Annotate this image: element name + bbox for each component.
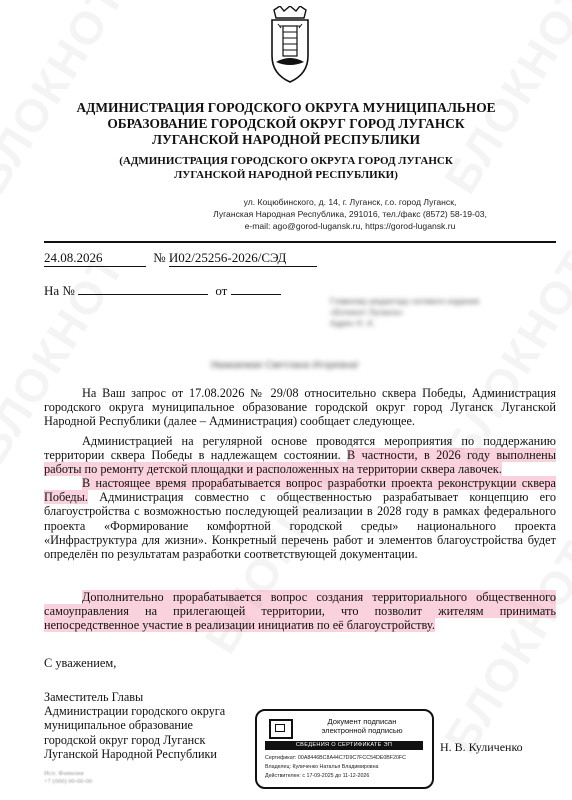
salutation: Уважаемая Светлана Игоревна!	[210, 360, 359, 371]
paragraph-text: На Ваш запрос от 17.08.2026 № 29/08 относительно сквера Победы, Администрация городского округа муниципальное образование городской округ город Луганск Луганской Народной Республики (далее – Администрация) сообщает следующее.	[44, 386, 556, 429]
highlighted-text: В частности, в 2026 году выполнены работы по ремонту детской площадки и расположенных на территории сквера лавочек.	[44, 448, 557, 477]
paragraph-text: Администрация совместно с общественностью разрабатывает концепцию его благоустройства с возможностью последующей реализации в 2028 году в рамках федерального проекта «Формирование комфортной городской среды» национального проекта «Инфраструктура для жизни». Конкретный перечень работ и элементов благоустройства будет определён по результатам разработки соответствующей документации.	[44, 490, 556, 562]
org-name-line: ОБРАЗОВАНИЕ ГОРОДСКОЙ ОКРУГ ГОРОД ЛУГАНСК	[107, 116, 465, 131]
stamp-bar: СВЕДЕНИЯ О СЕРТИФИКАТЕ ЭП	[265, 741, 423, 750]
reply-label: На №	[44, 283, 75, 298]
position-line: городской округ город Луганск	[44, 732, 206, 747]
highlighted-text: Дополнительно прорабатывается вопрос создания территориального общественного самоуправления на прилегающей территории, что позволит жителям принимать непосредственное участие в реализации инициатив по её благоустройству.	[44, 590, 556, 633]
org-name-line: ЛУГАНСКОЙ НАРОДНОЙ РЕСПУБЛИКИ)	[174, 169, 398, 181]
signer-name: Н. В. Куличенко	[440, 740, 523, 754]
stamp-title-line: Документ подписан	[327, 717, 397, 726]
cert-validity: Действителен: с 17-09-2025 до 11-12-2026	[265, 773, 370, 779]
executor-note	[44, 770, 92, 786]
registration-line	[44, 250, 317, 267]
position-line: Администрации городского округа	[44, 704, 226, 719]
position-line: Луганской Народной Республики	[44, 746, 217, 761]
paragraph-maintenance	[44, 434, 556, 477]
position-line: муниципальное образование	[44, 718, 193, 733]
signer-position	[44, 690, 225, 761]
address-line: Луганская Народная Республика, 291016, тел./факс (8572) 58-19-03,	[213, 209, 487, 219]
addressee-line: Главному редактору сетевого издания	[330, 296, 480, 306]
addressee-line: «Блокнот Луганск»	[330, 307, 404, 317]
addressee-block	[330, 296, 530, 329]
stamp-title	[297, 717, 427, 735]
paragraph-self-government	[44, 590, 556, 633]
stamp-title-line: электронной подписью	[321, 726, 403, 735]
outgoing-number: И02/25256-2026/СЭД	[169, 250, 317, 267]
paragraph-request	[44, 386, 556, 429]
reply-line	[44, 282, 281, 299]
outgoing-date: 24.08.2026	[44, 250, 146, 267]
e-signature-stamp	[255, 709, 434, 789]
address-line: ул. Коцюбинского, д. 14, г. Луганск, г.о. город Луганск,	[243, 197, 457, 207]
reply-number-blank	[78, 282, 208, 295]
watermark	[433, 531, 572, 762]
cert-owner: Владелец: Куличенко Наталья Владимировна	[265, 764, 379, 770]
header-divider	[44, 241, 556, 243]
address-line: e-mail: ago@gorod-lugansk.ru, https://gorod-lugansk.ru	[244, 221, 456, 231]
executor-line: +7 (000) 00-00-00	[44, 778, 93, 785]
executor-line: Исп. Фамилия	[44, 770, 84, 777]
paragraph-reconstruction	[44, 476, 556, 561]
addressee-line: Адрес Н. А.	[330, 318, 375, 328]
position-line: Заместитель Главы	[44, 690, 144, 704]
regards: С уважением,	[44, 656, 117, 670]
coat-of-arms-icon	[268, 6, 312, 84]
number-label: №	[153, 250, 166, 265]
reply-date-blank	[231, 282, 281, 295]
paragraph-text: Администрацией на регулярной основе проводятся мероприятия по поддержанию территории сквера Победы в надлежащем состоянии.	[44, 434, 556, 463]
highlighted-text: В настоящее время прорабатывается вопрос разработки проекта реконструкции сквера Победы.	[44, 476, 556, 505]
org-name-line: (АДМИНИСТРАЦИЯ ГОРОДСКОГО ОКРУГА ГОРОД ЛУГАНСК	[119, 155, 453, 167]
org-name-line: ЛУГАНСКОЙ НАРОДНОЙ РЕСПУБЛИКИ	[152, 132, 420, 147]
cert-number: Сертификат: 00A8446BC8A44C7D9C7FCC54DE0BF20FC	[265, 755, 406, 761]
certificate-icon	[269, 719, 293, 739]
org-name-line: АДМИНИСТРАЦИЯ ГОРОДСКОГО ОКРУГА МУНИЦИПАЛЬНОЕ	[76, 100, 496, 115]
from-label: от	[215, 283, 228, 298]
